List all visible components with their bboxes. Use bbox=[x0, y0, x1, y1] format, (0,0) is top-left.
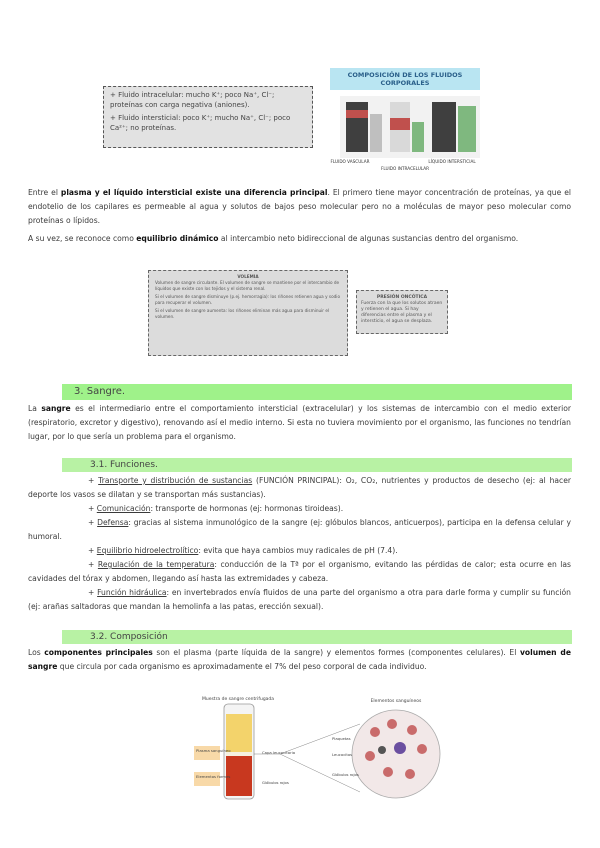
tube-title: Muestra de sangre centrifugada bbox=[201, 697, 275, 702]
body-fluids-figure bbox=[320, 66, 500, 172]
function-name: Transporte y distribución de sustancias bbox=[98, 476, 253, 485]
fluid-info-line-2: + Fluido intersticial: poco K⁺; mucho Na⁺, Cl⁻; poco Ca²⁺; no proteínas. bbox=[110, 114, 291, 132]
figure-title-line-1: COMPOSICIÓN DE LOS FLUIDOS bbox=[347, 71, 463, 79]
red-cell bbox=[387, 719, 397, 729]
section-31-header bbox=[62, 458, 572, 472]
comp-text-1: Los bbox=[28, 648, 45, 657]
function-desc: : conducción de la Tª por el organismo, evitando las pérdidas de calor; esta ocurre en las cavidades del tórax y abdomen, llegando así hasta las extremidades y cabeza. bbox=[28, 560, 572, 583]
function-item: + Regulación de la temperatura: conducción de la Tª por el organismo, evitando las pérdidas de calor; esta ocurre en las cavidades del tórax y abdomen, llegando así hasta las extremidades y cabeza. bbox=[28, 560, 572, 583]
paragraph-sangre bbox=[28, 402, 571, 444]
red-cell bbox=[370, 727, 380, 737]
function-item: + Defensa: gracias al sistema inmunológico de la sangre (ej: glóbulos blancos, anticuerpos), participa en la defensa celular y humoral. bbox=[28, 518, 571, 541]
blood-composition-figure bbox=[160, 694, 455, 804]
label-intracelular: FLUIDO INTRACELULAR bbox=[380, 166, 430, 171]
red-cell bbox=[405, 769, 415, 779]
para1-text-1: Entre el bbox=[28, 188, 61, 197]
para1-bold: plasma y el líquido intersticial existe una diferencia principal bbox=[60, 188, 328, 197]
interstitial-bar-segment bbox=[390, 118, 410, 130]
paragraph-composicion bbox=[28, 646, 571, 674]
presion-oncotica-box bbox=[356, 290, 448, 334]
function-desc: : evita que haya cambios muy radicales de pH (7.4). bbox=[198, 546, 398, 555]
comp-text-3: que circula por cada organismo es aproximadamente el 7% del peso corporal de cada individuo. bbox=[57, 662, 427, 671]
volemia-text: Volumen de sangre circulante. El volumen de sangre se mantiene por el intercambio de líquidos que existe con los tejidos y el sistema renal. bbox=[155, 280, 340, 291]
para1-text-2: . El primero tiene mayor concentración de proteínas, ya que el endotelio de los capilares es permeable al agua y solutos de bajos peso molecular pero no a moléculas de mayor peso molecular como proteínas o lípidos. bbox=[28, 188, 571, 225]
section-3-title: 3. Sangre. bbox=[74, 386, 126, 397]
red-cell bbox=[365, 751, 375, 761]
function-item: + Comunicación: transporte de hormonas (ej: hormonas tiroideas). bbox=[88, 504, 344, 513]
function-name: Comunicación bbox=[96, 504, 151, 513]
functions-list bbox=[28, 474, 571, 614]
red-cell bbox=[407, 725, 417, 735]
vascular-protein-bar bbox=[370, 114, 382, 152]
function-desc: : en invertebrados envía fluidos de una parte del organismo a otra para darle forma y cumplir su función (ej: arañas saltadoras que mandan la hemolinfa a las patas, erección sexual). bbox=[28, 588, 571, 611]
figure-title-line-2: CORPORALES bbox=[380, 79, 430, 87]
label-intersticial: LÍQUIDO INTERSTICIAL bbox=[428, 159, 476, 164]
label-plasma: Plasma sanguíneo bbox=[196, 748, 231, 753]
section-32-title: 3.2. Composición bbox=[90, 632, 168, 642]
para2-text-1: A su vez, se reconoce como bbox=[28, 234, 137, 243]
vascular-bar bbox=[346, 102, 368, 152]
label-plaquetas: Plaquetas bbox=[332, 736, 351, 741]
intracellular-aux-bar bbox=[458, 106, 476, 152]
function-name: Defensa bbox=[97, 518, 129, 527]
label-formes: Elementos formes bbox=[196, 774, 231, 779]
volemia-bullet-1: Si el volumen de sangre disminuye (p.ej. hemorragia): los riñones retienen agua y sodio para recuperar el volumen. bbox=[155, 294, 341, 305]
function-item: + Equilibrio hidroelectrolítico: evita que haya cambios muy radicales de pH (7.4). bbox=[88, 546, 398, 555]
function-name: Regulación de la temperatura bbox=[97, 560, 215, 569]
comp-bold-2: volumen de sangre bbox=[28, 648, 571, 671]
fluid-info-box bbox=[103, 86, 313, 148]
volemia-title: VOLEMIA bbox=[237, 274, 259, 279]
para2-text-2: al intercambio neto bidireccional de algunas sustancias dentro del organismo. bbox=[218, 234, 519, 243]
presion-title: PRESIÓN ONCÓTICA bbox=[376, 295, 428, 300]
function-item: + Función hidráulica: en invertebrados envía fluidos de una parte del organismo a otra para darle forma y cumplir su función (ej: arañas saltadoras que mandan la hemolinfa a las patas, erección sexual). bbox=[28, 588, 571, 611]
sangre-bold: sangre bbox=[41, 404, 71, 413]
presion-text: Fuerza con la que los solutos atraen y retienen el agua. Si hay diferencias entre el plasma y el intersticio, el agua se desplaza. bbox=[361, 301, 443, 324]
paragraph-plasma bbox=[28, 186, 571, 228]
para2-bold: equilibrio dinámico bbox=[136, 234, 219, 243]
function-desc: : transporte de hormonas (ej: hormonas tiroideas). bbox=[150, 504, 344, 513]
fluid-info-line-1: + Fluido intracelular: mucho K⁺; poco Na⁺, Cl⁻; proteínas con carga negativa (aniones). bbox=[110, 91, 275, 109]
function-desc: (FUNCIÓN PRINCIPAL): O₂, CO₂, nutrientes y productos de desecho (ej: al hacer deporte los vasos se dilatan y se transportan más sustancias). bbox=[28, 476, 572, 499]
sangre-text-1: La bbox=[28, 404, 42, 413]
red-cell bbox=[383, 767, 393, 777]
white-cell bbox=[394, 742, 406, 754]
section-3-header bbox=[62, 384, 572, 400]
label-globulos: Glóbulos rojos bbox=[262, 780, 289, 785]
label-eritrocitos: Glóbulos rojos bbox=[332, 772, 359, 777]
white-cell bbox=[378, 746, 386, 754]
volemia-bullet-2: Si el volumen de sangre aumenta: los riñones eliminan más agua para disminuir el volumen. bbox=[155, 308, 330, 319]
vascular-bar-segment bbox=[346, 110, 368, 118]
red-cell bbox=[417, 744, 427, 754]
function-desc: : gracias al sistema inmunológico de la sangre (ej: glóbulos blancos, anticuerpos), participa en la defensa celular y humoral. bbox=[28, 518, 571, 541]
paragraph-equilibrio bbox=[28, 232, 571, 246]
sangre-text-2: es el intermediario entre el comportamiento intersticial (extracelular) y los sistemas de intercambio con el medio exterior (respiratorio, excretor y digestivo), renovando así el medio interno. Si esta no tuviera movimiento por el organismo, las funciones no tendrían lugar, por lo que sería un problema para el organismo. bbox=[28, 404, 571, 441]
section-32-header bbox=[62, 630, 572, 644]
function-name: Función hidráulica bbox=[97, 588, 167, 597]
tube-plasma-layer bbox=[226, 714, 252, 752]
comp-bold-1: componentes principales bbox=[44, 648, 153, 657]
function-name: Equilibrio hidroelectrolítico bbox=[96, 546, 199, 555]
comp-text-2: son el plasma (parte líquida de la sangre) y elementos formes (componentes celulares). El bbox=[152, 648, 520, 657]
function-item: + Transporte y distribución de sustancias (FUNCIÓN PRINCIPAL): O₂, CO₂, nutrientes y productos de desecho (ej: al hacer deporte los vasos se dilatan y se transportan más sustancias). bbox=[28, 476, 572, 499]
interstitial-aux-bar bbox=[412, 122, 424, 152]
section-31-title: 3.1. Funciones. bbox=[90, 460, 158, 470]
intracellular-bar bbox=[432, 102, 456, 152]
circle-title: Elementos sanguíneos bbox=[370, 699, 422, 704]
label-leucocitos: Leucocitos bbox=[332, 752, 353, 757]
label-capa: Capa leucocitaria bbox=[262, 750, 296, 755]
label-vascular: FLUIDO VASCULAR bbox=[330, 159, 370, 164]
volemia-box bbox=[148, 270, 348, 356]
